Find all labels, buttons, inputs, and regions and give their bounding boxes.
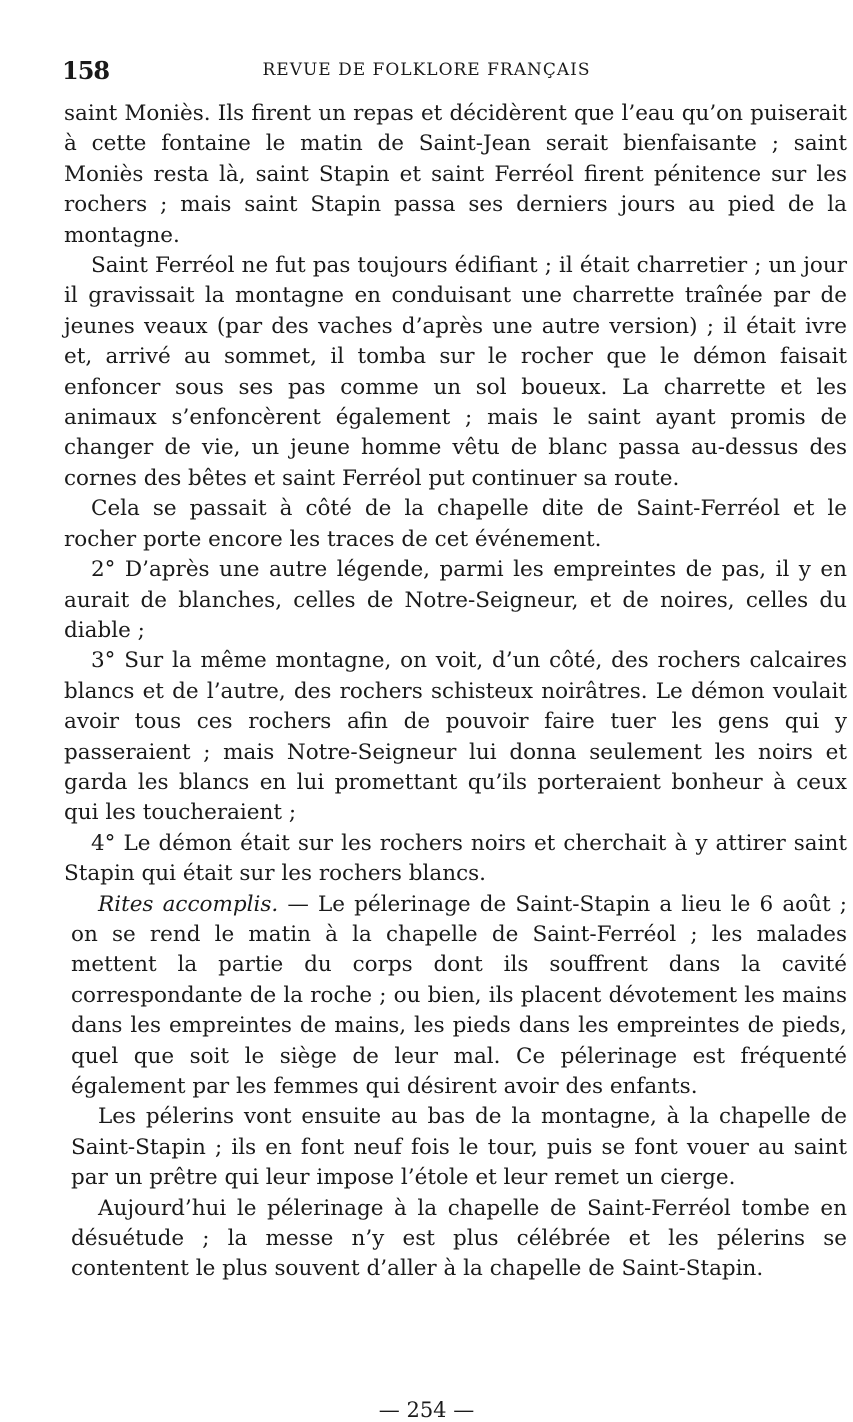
paragraph-2: Saint Ferréol ne fut pas toujours édifiant ; il était charretier ; un jour il gravissait la montagne en conduisant une charrette traînée par de jeunes veaux (par des vaches d’après une autre version) ; il était ivre et, arrivé au sommet, il tomba sur le rocher que le démon faisait enfoncer sous ses pas comme un sol boueux. La charrette et les animaux s’enfoncèrent également ; mais le saint ayant promis de changer de vie, un jeune homme vêtu de blanc passa au-dessus des cornes des bêtes et saint Ferréol put continuer sa route. (64, 253, 847, 491)
running-head: REVUE DE FOLKLORE FRANÇAIS (262, 60, 591, 80)
folio: — 254 — (378, 1398, 475, 1422)
paragraph-5: 3° Sur la même montagne, on voit, d’un côté, des rochers calcaires blancs et de l’autre, des rochers schisteux noirâtres. Le démon voulait avoir tous ces rochers afin de pouvoir faire tuer les gens qui y passeraient ; mais Notre-Seigneur lui donna seulement les noirs et garda les blancs en lui promettant qu’ils porteraient bonheur à ceux qui les toucheraient ; (64, 648, 847, 826)
paragraph-7-text: — Le pélerinage de Saint-Stapin a lieu le 6 août ; on se rend le matin à la chapelle de Saint-Ferréol ; les malades mettent la partie du corps dont ils souffrent dans la cavité correspondante de la roche ; ou bien, ils placent dévotement les mains dans les empreintes de mains, les pieds dans les empreintes de pieds, quel que soit le siège de leur mal. Ce pélerinage est fréquenté également par les femmes qui désirent avoir des enfants. (71, 891, 847, 1099)
paragraph-4: 2° D’après une autre légende, parmi les empreintes de pas, il y en aurait de blanches, celles de Notre-Seigneur, et de noires, celles du diable ; (64, 557, 847, 643)
paragraph-8: Les pélerins vont ensuite au bas de la montagne, à la chapelle de Saint-Stapin ; ils en font neuf fois le tour, puis se font vouer au saint par un prêtre qui leur impose l’étole et leur remet un cierge. (71, 1104, 847, 1191)
body-text (64, 99, 847, 1285)
page-number: 158 (62, 56, 110, 85)
paragraph-6: 4° Le démon était sur les rochers noirs et cherchait à y attirer saint Stapin qui était sur les rochers blancs. (64, 830, 847, 887)
paragraph-7 (71, 890, 847, 1103)
paragraph-1: saint Moniès. Ils firent un repas et décidèrent que l’eau qu’on puiserait à cette fontaine le matin de Saint-Jean serait bienfaisante ; saint Moniès resta là, saint Stapin et saint Ferréol firent pénitence sur les rochers ; mais saint Stapin passa ses derniers jours au pied de la montagne. (64, 101, 847, 248)
paragraph-9: Aujourd’hui le pélerinage à la chapelle de Saint-Ferréol tombe en désuétude ; la messe n’y est plus célébrée et les pélerins se contentent le plus souvent d’aller à la chapelle de Saint-Stapin. (71, 1195, 847, 1282)
section-heading-rites: Rites accomplis. (98, 891, 279, 917)
paragraph-3: Cela se passait à côté de la chapelle dite de Saint-Ferréol et le rocher porte encore les traces de cet événement. (64, 496, 847, 552)
